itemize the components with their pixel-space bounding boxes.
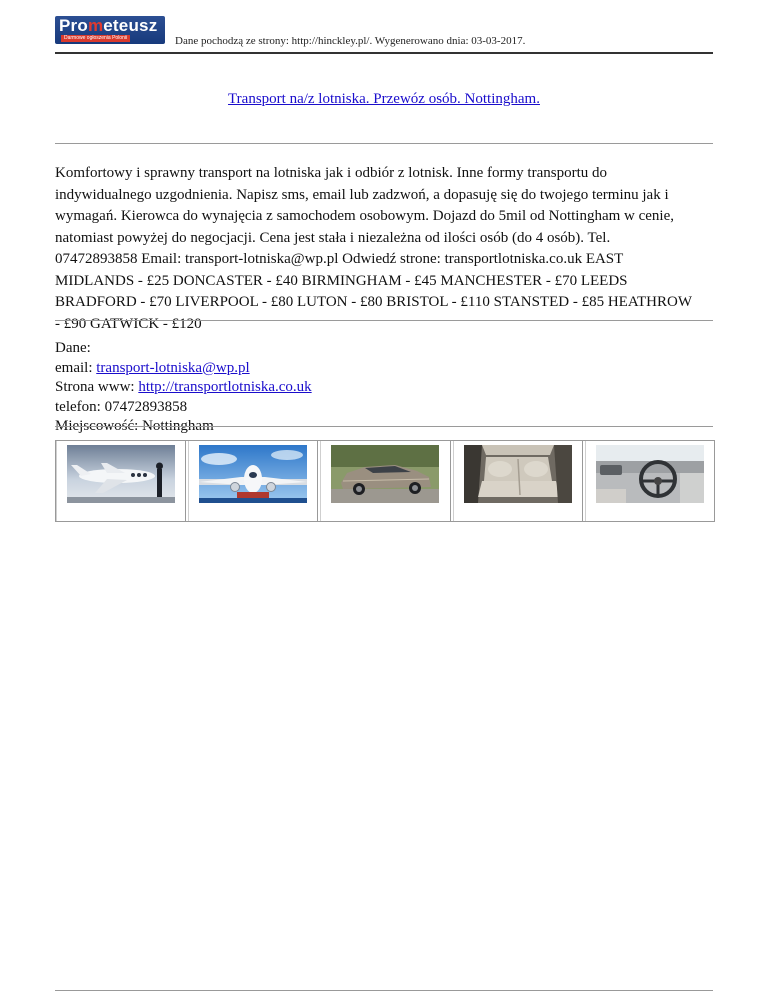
- phone-label: telefon:: [55, 398, 105, 415]
- gallery-cell-4[interactable]: [453, 441, 583, 521]
- document-header: [55, 14, 713, 54]
- gallery-cell-5[interactable]: [585, 441, 714, 521]
- photo-gallery: [55, 440, 715, 522]
- gallery-cell-2[interactable]: [188, 441, 318, 521]
- email-link[interactable]: transport-lotniska@wp.pl: [96, 359, 250, 376]
- phone-value: 07472893858: [104, 398, 188, 415]
- phone-row: [55, 398, 713, 418]
- prometeusz-logo[interactable]: [55, 16, 165, 44]
- website-link[interactable]: http://transportlotniska.co.uk: [138, 379, 312, 395]
- divider-top: [55, 143, 713, 144]
- contact-details: [55, 339, 713, 437]
- page-bottom-rule: [55, 990, 713, 991]
- car-interior-rear-seats-photo-icon: [464, 445, 572, 503]
- divider-bottom: [55, 426, 713, 427]
- website-row: [55, 378, 713, 398]
- listing-description: Komfortowy i sprawny transport na lotniska jak i odbiór z lotnisk. Inne formy transportu do indywidualnego uzgodnienia. Napisz sms, email lub zadzwoń, a dopasuję się do twojego terminu jak i wymagań. Kierowca do wynajęcia z samochodem osobowym. Dojazd do 5mil od Nottingham w cenie, natomiast powyżej do negocjacji. Cena jest stała i niezależna od ilości osób (do 4 osób). Tel. 07472893858 Email: transport-lotniska@wp.pl Odwiedź strone: transportlotniska.co.uk EAST MIDLANDS - £25 DONCASTER - £40 BIRMINGHAM - £45 MANCHESTER - £70 LEEDS BRADFORD - £70 LIVERPOOL - £80 LUTON - £80 BRISTOL - £110 STANSTED - £85 HEATHROW - £90 GATWICK - £120: [55, 165, 692, 332]
- city-label: Miejscowość:: [55, 418, 143, 434]
- sedan-car-photo-icon: [331, 445, 439, 503]
- logo-tagline: Darmowe ogłoszenia Polonii: [61, 35, 130, 42]
- city-value: Nottingham: [142, 418, 214, 434]
- source-info: Dane pochodzą ze strony: http://hinckley.pl/. Wygenerowano dnia: 03-03-2017.: [175, 35, 526, 47]
- website-label: Strona www:: [55, 379, 139, 395]
- email-row: [55, 359, 713, 379]
- logo-wordmark: Prometeusz: [59, 16, 158, 35]
- details-heading: Dane:: [55, 340, 91, 356]
- email-label: email:: [55, 359, 97, 376]
- gallery-cell-3[interactable]: [320, 441, 450, 521]
- divider-middle: [55, 320, 713, 321]
- car-dashboard-photo-icon: [596, 445, 704, 503]
- private-jet-photo-icon: [67, 445, 175, 503]
- listing-title-link[interactable]: Transport na/z lotniska. Przewóz osób. Nottingham.: [228, 91, 540, 107]
- airliner-photo-icon: [199, 445, 307, 503]
- gallery-cell-1[interactable]: [56, 441, 186, 521]
